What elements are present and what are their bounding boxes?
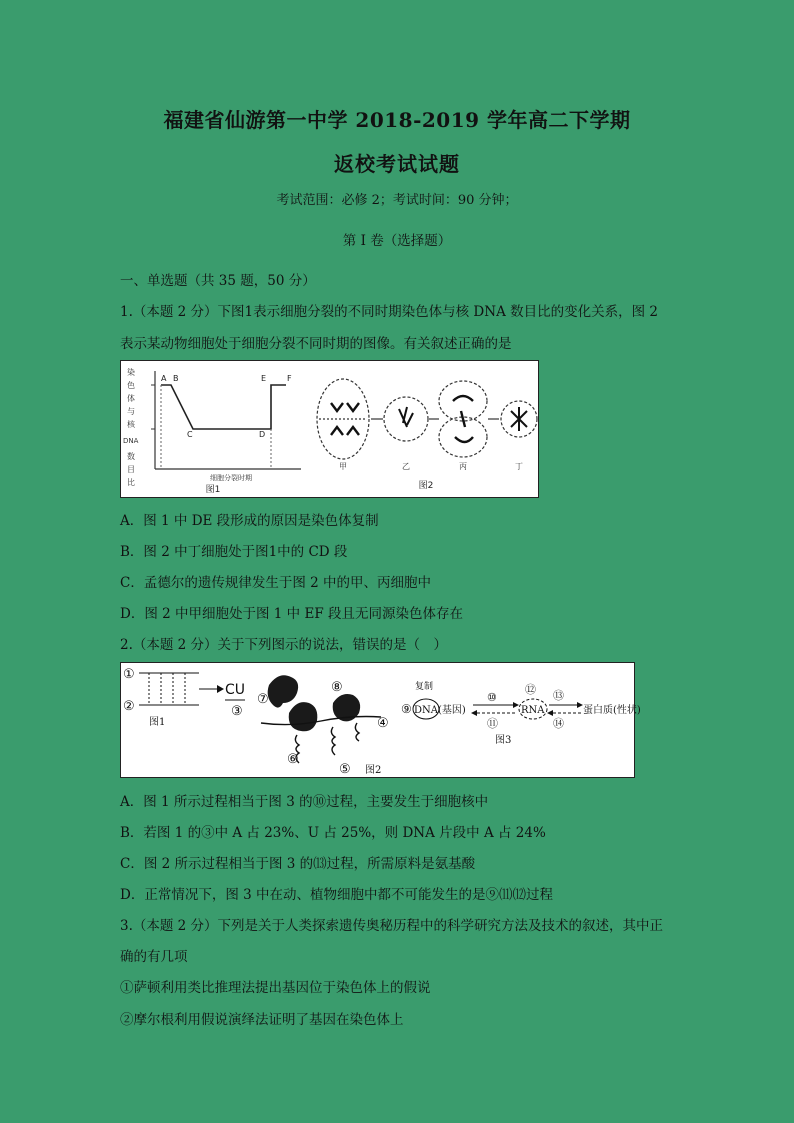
q1-point-label: D [259,430,266,439]
exam-title: 福建省仙游第一中学 2018-2019 学年高二下学期 [163,108,631,132]
q1-stem-line1: 1.（本题 2 分）下图1表示细胞分裂的不同时期染色体与核 DNA 数目比的变化关系，图 2 [120,304,658,320]
q2-num-13: ⑬ [553,689,564,702]
q2-cu-text: CU [225,682,246,698]
cell-label: 丁 [515,462,523,471]
q1-ylabel-char: DNA [123,437,139,445]
q2-figure [120,662,641,778]
q2-rna: RNA [521,705,545,716]
cell-label: 甲 [339,462,347,471]
q1-ylabel-char: 染 [127,368,135,377]
q1-option-a[interactable]: A．图 1 中 DE 段形成的原因是染色体复制 [120,513,379,529]
volume-heading: 第 I 卷（选择题） [342,233,452,249]
q1-option-d[interactable]: D．图 2 中甲细胞处于图 1 中 EF 段且无同源染色体存在 [120,606,463,622]
q1-ylabel-char: 色 [127,381,135,390]
q1-curve [161,385,286,429]
cell-label: 乙 [402,462,410,471]
q2-protein: 蛋白质(性状) [583,705,641,716]
q1-ylabel-char: 体 [127,394,135,403]
q2-option-c[interactable]: C．图 2 所示过程相当于图 3 的⒀过程，所需原料是氨基酸 [120,856,476,872]
q2-fig1-label: 图1 [149,717,166,728]
q1-point-label: F [287,374,292,383]
exam-subtitle: 返校考试试题 [334,152,460,176]
q1-point-label: C [187,430,193,439]
q1-xlabel: 细胞分裂时期 [210,474,252,482]
q1-point-label: A [161,374,167,383]
q3-stem-line2: 确的有几项 [120,949,188,965]
q2-num-5: ⑤ [339,762,351,777]
q1-option-c[interactable]: C．孟德尔的遗传规律发生于图 2 中的甲、丙细胞中 [120,575,432,591]
q2-num-14: ⑭ [553,717,564,730]
q1-ylabel [123,367,139,487]
q1-point-label: E [261,374,267,383]
q2-dna: DNA(基因) [414,705,466,716]
q2-num-2: ② [123,699,135,714]
q2-num-12: ⑫ [525,683,536,696]
q2-option-a[interactable]: A．图 1 所示过程相当于图 3 的⑩过程，主要发生于细胞核中 [120,794,489,810]
q2-num-7: ⑦ [257,692,269,707]
q3-item-1: ①萨顿利用类比推理法提出基因位于染色体上的假说 [120,980,431,996]
q2-stem-line1: 2.（本题 2 分）关于下列图示的说法，错误的是（ ） [120,637,448,653]
q2-fig3-label: 图3 [495,735,512,746]
q2-num-9: ⑨ [401,702,412,716]
q1-ylabel-char: 与 [127,407,135,416]
q2-num-10: ⑩ [487,691,497,704]
q1-ylabel-char: 数 [127,452,135,461]
q3-item-2: ②摩尔根利用假说演绎法证明了基因在染色体上 [120,1012,404,1028]
q1-fig1-label: 图1 [205,485,221,495]
q2-num-1: ① [123,667,135,682]
q2-option-d[interactable]: D．正常情况下，图 3 中在动、植物细胞中都不可能发生的是⑨⑾⑿过程 [120,887,553,903]
section-heading: 一、单选题（共 35 题，50 分） [120,273,316,289]
q1-ylabel-char: 核 [127,420,135,429]
q1-fig2-label: 图2 [418,481,434,491]
q1-figure [120,360,539,498]
q2-option-b[interactable]: B．若图 1 的③中 A 占 23%、U 占 25%，则 DNA 片段中 A 占 24% [120,825,546,841]
q1-stem-line2: 表示某动物细胞处于细胞分裂不同时期的图像。有关叙述正确的是 [120,336,512,352]
q1-ylabel-char: 比 [127,478,135,487]
q1-point-label: B [173,374,179,383]
q1-ylabel-char: 目 [127,465,135,474]
q2-num-6: ⑥ [287,752,299,767]
q2-num-8: ⑧ [331,680,343,695]
q2-replicate: 复制 [415,682,434,692]
q2-num-11: ⑪ [487,717,498,730]
ribosome-illustration [261,675,381,763]
cell-label: 丙 [459,462,467,471]
q2-fig2-label: 图2 [365,765,382,776]
q3-stem-line1: 3.（本题 2 分）下列是关于人类探索遗传奥秘历程中的科学研究方法及技术的叙述，其中正 [120,918,664,934]
q2-num-4: ④ [377,716,389,731]
cell-yi [384,397,428,441]
q1-option-b[interactable]: B．图 2 中丁细胞处于图1中的 CD 段 [120,544,348,560]
q2-num-3: ③ [231,704,243,719]
exam-scope: 考试范围：必修 2；考试时间：90 分钟； [276,193,518,208]
